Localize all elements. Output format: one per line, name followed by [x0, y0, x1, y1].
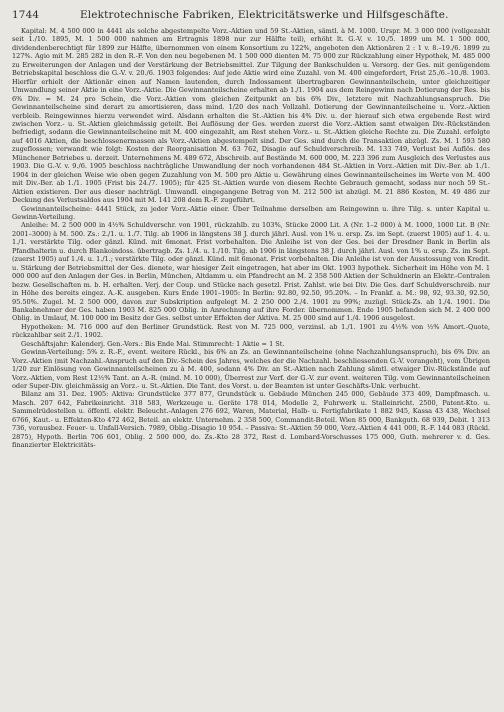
- running-title: Elektrotechnische Fabriken, Elektricitätswerke und Hilfsgeschäfte.: [80, 9, 449, 21]
- paragraph-hypotheken: Hypotheken: M. 716 000 auf den Berliner Grundstück. Rest von M. 725 000, verzinsl. ab 1./1. 1901 zu 4½% von ½% Amort.-Quote, rückzahlbar seit 2./1. 1902.: [12, 322, 490, 340]
- paragraph-bilanz: Bilanz am 31. Dez. 1905: Aktiva: Grundstücke 377 877, Grundstück u. Gebäude München 245 000, Gebäude 373 409, Dampfmasch. u. Masch. 207 642, Fabrikeinricht. 318 583, Werkzeuge u. Geräte 178 014, Modelle 2, Fuhrwerk u. Stalleinricht. 2500, Patent-Kto. u. Sammelrüdestellen u. öffentl. elektr. Beleucht.-Anlagen 276 692, Waren, Material, Halb- u. Fertigfabrikate 1 882 945, Kassa 43 438, Wechsel 6766, Kaut.- u. Effekten-Kto 472 462, Beteil. an elektr. Unternehm. 2 358 500, Commandit-Beteil. Wien 85 000, Bankguth. 68 939, Debit. 1 313 736, vorausbez. Feuer- u. Unfall-Versich. 7989, Oblig.-Disagio 10 954. – Passiva: St.-Aktien 59 000, Vorz.-Aktien 4 441 000, R.-F. 144 083 (Rückl. 2875), Hypoth. Berlin 706 601, Oblig. 2 500 000, do. Zs.-Kto 28 372, Rest d. Lombard-Vorschusses 175 000, Guth. mehrerer v. d. Ges. finanzierter Elektricitäts-: [12, 390, 490, 450]
- page-number: 1744: [12, 9, 40, 21]
- paragraph-gewinn-verteilung: Gewinn-Verteilung: 5% z. R.-F., event. weitere Rückl., bis 6% an Zs. an Gewinnanteilscheine (ohne Nachzahlungsanspruch), bis 6% Div. an Vorz.-Aktien (mit Nachzahl.-Anspruch auf den Div.-Schein des Jahres, welches der die Nachzahl. beschliessenden G.-V. vorangeht), vom Übrigen 1/20 zur Einlösung von Gewinnanteilscheinen zu à M. 400, sodann 4% Div. an St.-Aktien nach Zahlung sämtl. etwaiger Div.-Rückstände auf Vorz.-Aktien, vom Rest 12½% Tant. an A.-R. (mind. M. 10 000), Überrest zur Verf. der G.-V. zur event. weiteren Tilg. vom Gewinnanteilscheinen oder Super-Div. gleichmässig an Vorz.- u. St.-Aktien. Die Tant. des Vorst. u. der Beamten ist unter Geschäfts-Unk. verbucht.: [12, 348, 490, 391]
- paragraph-anleihe: Anleihe: M. 2 500 000 in 4½% Schuldverschr. von 1901, rückzahlb. zu 103%, Stücke 2000 Lit. A (Nr. 1–2 000) à M. 1000, 1000 Lit. B (Nr. 2001–3000) à M. 500. Zs.: 2./1. u. 1./7. Tilg. ab 1906 in längstens 38 J. durch jährl. Ausl. von 1% u. ersp. Zs. im Sept. (zuerst 1905) auf 1. 4. u. 1./1. verstärkte Tilg. oder gänzl. Künd. mit 6monat. Frist vorbehalten. Die Anleihe ist von der Ges. bei der Dresdner Bank in Berlin als Pfandhalterin u. durch Blankoindoss. übertragb. Zs. 1./4. u. 1./10. Tilg. ab 1906 in längstens 38 J. durch jährl. Ausl. von 1% u. ersp. Zs. im Sept. (zuerst 1905) auf 1./4. u. 1./1.; verstärkte Tilg. oder gänzl. Künd. mit 6monat. Frist vorbehalten. Die Anleihe ist von der Ausstossung von Kredit. u. Stärkung der Betriebsmittel der Ges. dienete, war hiesiger Zeit eingetragen, hat aber im Okt. 1903 hypothek. Sicherheit im Höhe von M. 1 000 000 auf den Anlagen der Ges. in Berlin, München, Altdamm u. ein Pfandrecht an M. 2 358 500 Aktien der Schuldnerin an Elektr.-Centralen bezw. Gesellschaften m. b. H. erhalten. Verj. der Coup. und Stücke nach gesetzl. Frist. Zahlst. wie bei Div. Die Ges. darf Schuldverschreib. nur in Höhe des bereits eingez. A.-K. ausgeben. Kurs Ende 1901–1905: In Berlin: 92.80, 92.50, 95.20%. – In Frankf. a. M.: 98, 92, 93.30, 92.50, 95.50%. Zugel. M. 2 500 000, davon zur Subskription aufgelegt M. 2 250 000 2./4. 1901 zu 99%; zuzügl. Stück-Zs. ab 1./4. 1901. Die Bankabnehmer der Ges. haben 1903 M. 825 000 Oblig. in Anrechnung auf ihre Forder. übernommen. Ende 1905 befanden sich M. 2 400 000 Oblig. in Umlauf, M. 100 000 im Besitz der Ges. selbst unter Effekten der Aktiva. M. 25 000 sind auf 1./4. 1906 ausgelost.: [12, 221, 490, 323]
- page-header: [12, 9, 490, 25]
- paragraph-gewinnanteilscheine: Gewinnanteilscheine: 4441 Stück, zu jeder Vorz.-Aktie einer. Über Teilnahme derselben am Reingewinn u. ihre Tilg. s. unter Kapital u. Gewinn-Verteilung.: [12, 204, 490, 221]
- page-body: [12, 27, 490, 450]
- paragraph-geschaeftsjahr: Geschäftsjahr: Kalenderj. Gen.-Vers.: Bis Ende Mai. Stimmrecht: 1 Aktie = 1 St.: [21, 339, 285, 348]
- paragraph-kapital: Kapital: M. 4 500 000 in 4441 als solche abgestempelte Vorz.-Aktien und 59 St.-Aktien, sämtl. à M. 1000. Urspr. M. 3 000 000 (vollgezahlt seit 1./10. 1895, M. 1 500 000 nahmen am Ertragnis 1898 nur zur Hälfte teil), erhöht lt. G.-V. v. 10./5. 1899 um M. 1 500 000, dividendenberechtigt für 1899 zur Hälfte, übernommen von einem Konsortium zu 122%, angeboten den Aktionären 2 : 1 v. 8.–19./6. 1899 zu 127%. Agio mit M. 285 282 in den R.-F. Von den neu begebenen M. 1 500 000 dienten M. 75 000 zur Rückzahlung einer Hypothek, M. 485 000 zu Erweiterungen der Anlagen und der Verstärkung der Betriebsmittel. Zur Tilgung der Bankschulden u. Versorg. der Ges. mit genügendem Betriebskapital beschloss die G.-V. v. 20./6. 1903 folgendes: Auf jede Aktie wird eine Zuzahl. von M. 400 eingefordert, Frist 25./6.–10./8. 1903. Hierfür erhielt der Aktionär einen auf Namen lautenden, durch Indossament übertragbaren Gewinnanteilschein, unter gleichzeitiger Umwandlung seiner Aktie in eine Vorz.-Aktie. Die Gewinnanteilscheine erhalten ab 1./1. 1904 aus dem Reingewinn nach Dotierung der Res. bis 6% Div. = M. 24 pro Schein, die Vorz.-Aktien vom gleichen Zeitpunkt an bis 6% Div., letztere mit Nachzahlungsanspruch. Die Gewinnanteilscheine sind derart zu amortisieren, dass mind. 1/20 des nach Vollzahl. Dotierung der Gewinnanteilscheine u. Vorz.-Aktien verbleib. Reingewinnes hierzu verwendet wird. Alsdann erhalten die St.-Aktien bis 4% Div. u. der hierauf sich etwa ergebende Rest wird zwischen Vorz.- u. St.-Aktien gleichmässig geteilt. Bei Auflösung der Ges. werden zuerst die Vorz.-Aktien samt etwaigen Div.-Rückständen befriedigt, sodann die Gewinnanteilscheine mit M. 400 eingezahlt, am Rest stehen Vorz.- u. St.-Aktien gleiche Rechte zu. Die Zuzahl. erfolgte auf 4016 Aktien, die beschlossenermassen als Vorz.-Aktien abgestempelt sind. Der Ges. sind durch die Transaktion abzügl. Zs. M. 1 593 580 zugeflossen; verwandt wie folgt: Kosten der Reorganisation M. 63 762, Disagio auf Schuldverschreib. M. 133 749, Verlust bei Auflös. des Münchener Betriebes u. derzeit. Unternehmens M. 489 672, Abschreib. auf Bestände M. 600 000, M. 223 396 zum Ausgleich des Verlustes aus 1903. Die G.-V. v. 9./6. 1905 beschloss nachträgliche Umwandlung der noch vorhandenen 484 St.-Aktien in Vorz.-Aktien mit Div.-Ber. ab 1./1. 1904 in der gleichen Weise wie oben gegen Zuzahlung von M. 500 pro Aktie u. Gewährung eines Gewinnanteilscheines im Werte von M. 400 mit Div.-Ber. ab 1./1. 1905 (Frist bis 24./7. 1905); für 425 St.-Aktien wurde von diesem Rechte Gebrauch gemacht, sodass nur noch 59 St.-Aktien existieren. Der aus dieser nachträgl. Umwandl. eingegangene Betrag von M. 212 500 ist abzügl. M. 21 886 Kosten, M. 49 486 zur Deckung des Verlustsaldos aus 1904 mit M. 141 208 dem R.-F. zugeführt.: [12, 27, 490, 205]
